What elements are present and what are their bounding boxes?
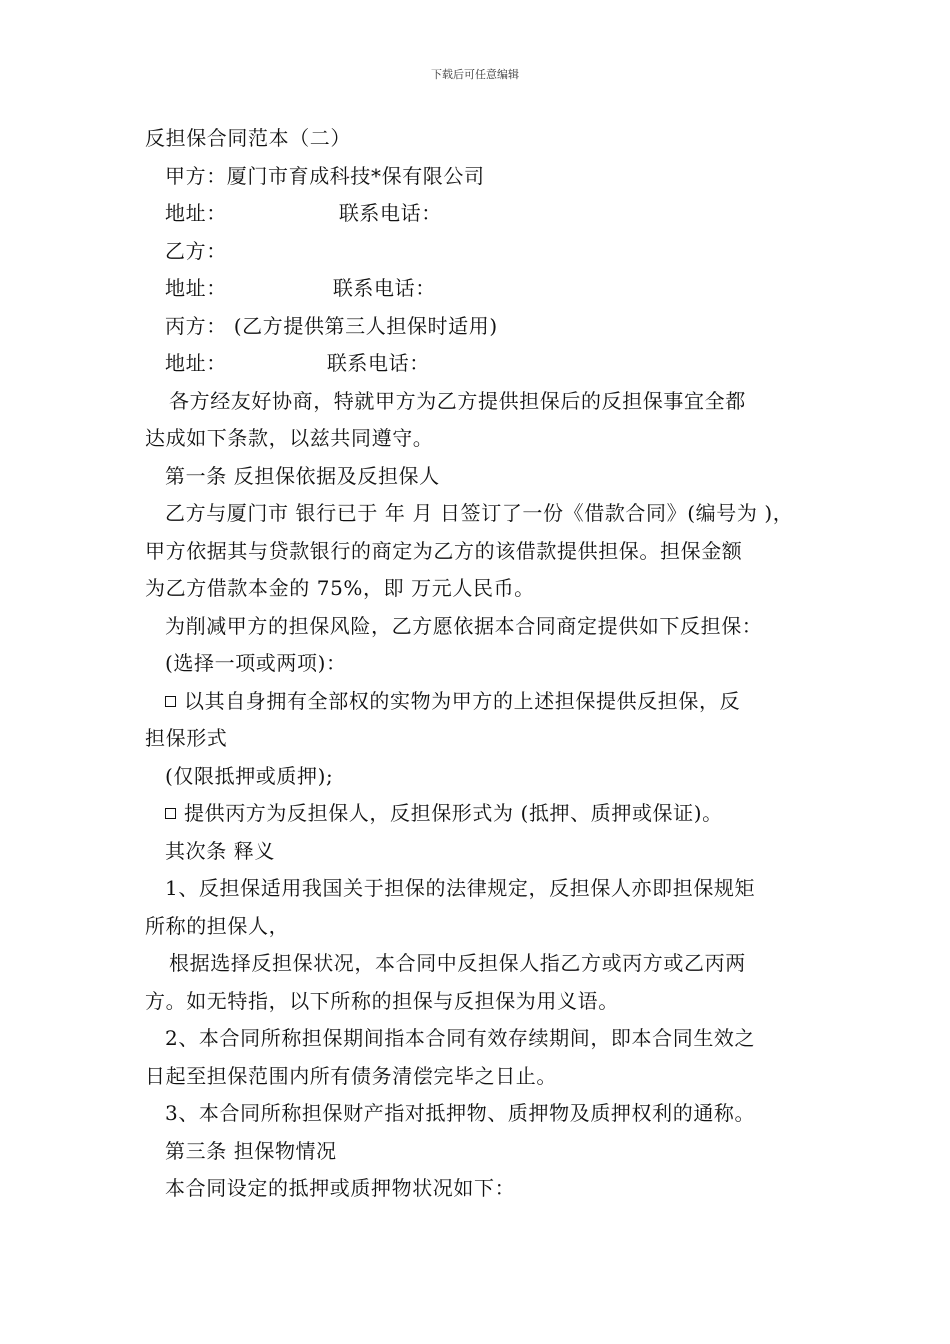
address-label: 地址：	[165, 351, 227, 375]
article-1-paragraph-line: 为乙方借款本金的 75%，即 万元人民币。	[145, 576, 535, 600]
article-2-title: 其次条 释义	[165, 838, 275, 863]
article-2-item-line: 2、本合同所称担保期间指本合同有效存续期间，即本合同生效之	[165, 1026, 756, 1050]
document-body	[145, 120, 810, 1208]
article-1-paragraph-line: (选择一项或两项)：	[165, 651, 347, 675]
article-1-paragraph-line: 为削减甲方的担保风险，乙方愿依据本合同商定提供如下反担保：	[165, 613, 763, 638]
option-1-text: 以其自身拥有全部权的实物为甲方的上述担保提供反担保，反	[184, 688, 741, 713]
address-label: 地址：	[165, 201, 227, 225]
option-2-text: 提供丙方为反担保人，反担保形式为 (抵押、质押或保证)。	[184, 801, 723, 825]
document-title: 反担保合同范本（二）	[145, 126, 351, 150]
option-1-line: 担保形式	[145, 726, 228, 750]
phone-label: 联系电话：	[332, 276, 436, 300]
intro-paragraph-line: 达成如下条款，以兹共同遵守。	[145, 426, 434, 450]
article-3-title: 第三条 担保物情况	[165, 1138, 337, 1163]
party-b-contact	[145, 270, 810, 308]
option-1-line: (仅限抵押或质押);	[165, 763, 334, 788]
article-2-item-line: 日起至担保范围内所有债务清偿完毕之日止。	[145, 1063, 557, 1088]
party-a-line: 甲方：厦门市育成科技*保有限公司	[165, 163, 485, 188]
page-header: 下载后可任意编辑	[431, 68, 519, 81]
article-3-paragraph-line: 本合同设定的抵押或质押物状况如下：	[165, 1176, 516, 1200]
party-c-contact	[145, 345, 810, 383]
phone-label: 联系电话：	[338, 201, 442, 225]
option-2-line	[145, 795, 810, 833]
checkbox-icon	[165, 808, 176, 819]
article-2-item-line: 所称的担保人，	[145, 913, 290, 938]
article-2-item-line: 方。如无特指，以下所称的担保与反担保为用义语。	[145, 988, 619, 1013]
party-a-contact	[145, 195, 810, 233]
article-1-title: 第一条 反担保依据及反担保人	[165, 463, 440, 488]
intro-paragraph-line: 各方经友好协商，特就甲方为乙方提供担保后的反担保事宜全都	[169, 388, 746, 413]
checkbox-icon	[165, 696, 176, 707]
party-c-line: 丙方： (乙方提供第三人担保时适用)	[165, 313, 498, 338]
article-2-item-line: 根据选择反担保状况，本合同中反担保人指乙方或丙方或乙丙两	[169, 951, 746, 975]
article-1-paragraph-line: 乙方与厦门市 银行已于 年 月 日签订了一份《借款合同》(编号为 )，	[165, 501, 794, 525]
article-2-item-line: 1、反担保适用我国关于担保的法律规定，反担保人亦即担保规矩	[165, 876, 756, 900]
article-2-item-line: 3、本合同所称担保财产指对抵押物、质押物及质押权利的通称。	[165, 1101, 756, 1125]
phone-label: 联系电话：	[326, 351, 430, 375]
address-label: 地址：	[165, 276, 227, 300]
article-1-paragraph-line: 甲方依据其与贷款银行的商定为乙方的该借款提供担保。担保金额	[145, 538, 743, 563]
option-1-line	[145, 683, 810, 721]
party-b-line: 乙方：	[165, 238, 227, 263]
